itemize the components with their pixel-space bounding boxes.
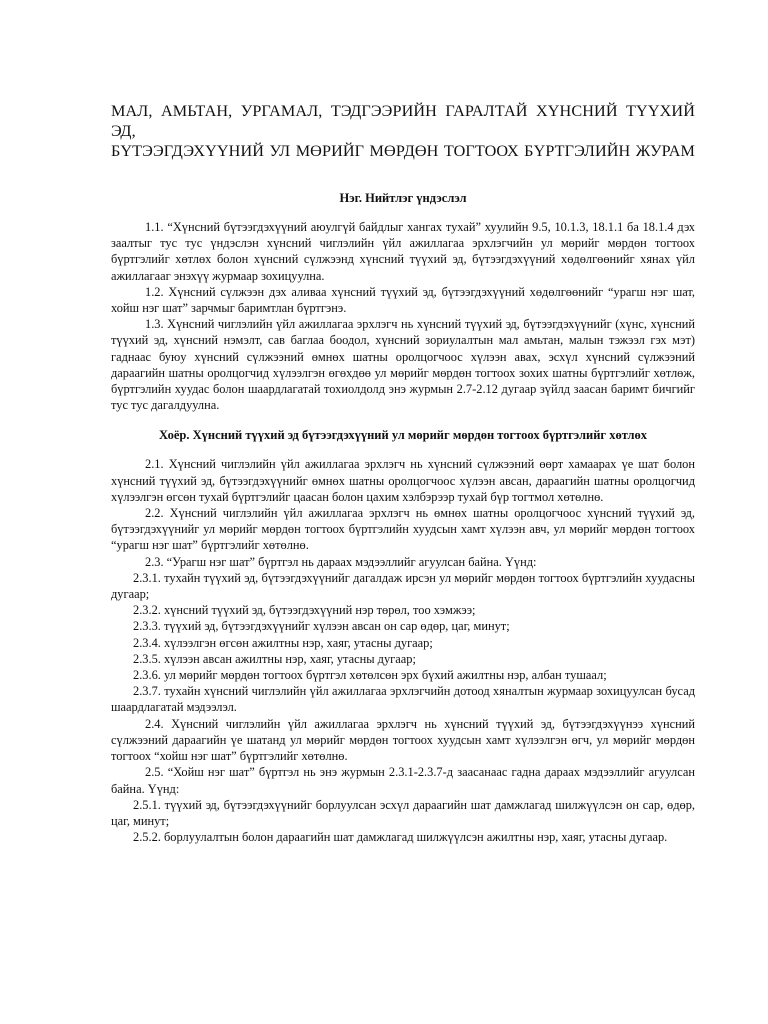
paragraph-1-2: 1.2. Хүнсний сүлжээн дэх аливаа хүнсний түүхий эд, бүтээгдэхүүний хөдөлгөөнийг “урагш нэг шат, хойш нэг шат” зарчмыг баримтлан бүртгэнэ. (111, 284, 695, 316)
paragraph-2-2: 2.2. Хүнсний чиглэлийн үйл ажиллагаа эрхлэгч нь өмнөх шатны оролцогчоос хүнсний түүхий эд, бүтээгдэхүүнийг ул мөрийг мөрдөн тогтоох бүртгэлийн хуудсын хамт хүлээн авч, ул мөрийг мөрдөн тогтоох “урагш нэг шат” бүртгэлийг хөтөлнө. (111, 506, 695, 553)
paragraph-2-3-7: 2.3.7. тухайн хүнсний чиглэлийн үйл ажиллагаа эрхлэгчийн дотоод хяналтын журмаар зохицуулсан бусад шаардлагатай мэдээлэл. (111, 684, 695, 715)
section-2-heading: Хоёр. Хүнсний түүхий эд бүтээгдэхүүний ул мөрийг мөрдөн тогтоох бүртгэлийг хөтлөх (158, 428, 648, 443)
paragraph-2-3-3: 2.3.3. түүхий эд, бүтээгдэхүүнийг хүлээн авсан он сар өдөр, цаг, минут; (133, 619, 510, 634)
paragraph-2-1: 2.1. Хүнсний чиглэлийн үйл ажиллагаа эрхлэгч нь хүнсний сүлжээний өөрт хамаарах үе шат болон хүнсний түүхий эд, бүтээгдэхүүнийг өмнөх шатны оролцогчоос хүлээн авсан, дараагийн шатны оролцогчид хүлээлгэн өгсөн тухай бүртгэлийг цаасан болон цахим хэлбэрээр тухай бүр тогтмол хөтөлнө. (111, 457, 695, 504)
paragraph-2-3-1: 2.3.1. тухайн түүхий эд, бүтээгдэхүүнийг дагалдаж ирсэн ул мөрийг мөрдөн тогтоох бүртгэлийн хуудасны дугаар; (111, 570, 695, 602)
paragraph-2-3-2: 2.3.2. хүнсний түүхий эд, бүтээгдэхүүний нэр төрөл, тоо хэмжээ; (133, 603, 476, 618)
section-1-body (111, 219, 695, 413)
paragraph-1-1: 1.1. “Хүнсний бүтээгдэхүүний аюулгүй байдлыг хангах тухай” хуулийн 9.5, 10.1.3, 18.1.1 ба 18.1.4 дэх заалтыг тус тус үндэслэн хүнсний чиглэлийн үйл ажиллагаа эрхлэгчийн ул мөрийг мөрдөн тогтоох бүртгэлийг хөтлөх болон хүнсний сүлжээнд хүнсний түүхий эд, бүтээгдэхүүний хөдөлгөөнийг хянах үйл ажиллагааг энэхүү журмаар зохицуулна. (111, 220, 695, 283)
document-page (111, 101, 695, 845)
section-1-heading: Нэг. Нийтлэг үндэслэл (339, 191, 467, 205)
paragraph-2-3-4: 2.3.4. хүлээлгэн өгсөн ажилтны нэр, хаяг, утасны дугаар; (133, 635, 433, 650)
section-2-body (111, 456, 695, 845)
title-line-2: БҮТЭЭГДЭХҮҮНИЙ УЛ МӨРИЙГ МӨРДӨН ТОГТООХ БҮРТГЭЛИЙН ЖУРАМ (111, 142, 695, 160)
paragraph-2-3-6: 2.3.6. ул мөрийг мөрдөн тогтоох бүртгэл хөтөлсөн эрх бүхий ажилтны нэр, албан тушаал; (133, 668, 607, 683)
paragraph-2-5-2: 2.5.2. борлуулалтын болон дараагийн шат дамжлагад шилжүүлсэн ажилтны нэр, хаяг, утасны дугаар. (133, 830, 668, 845)
paragraph-2-3: 2.3. “Урагш нэг шат” бүртгэл нь дараах мэдээллийг агуулсан байна. Үүнд: (145, 554, 537, 569)
document-title (111, 101, 695, 161)
paragraph-2-4: 2.4. Хүнсний чиглэлийн үйл ажиллагаа эрхлэгч нь хүнсний түүхий эд, бүтээгдэхүүнээ хүнсний сүлжээний дараагийн үе шатанд ул мөрийг мөрдөн тогтоох хуудсын хамт хүлээлгэн өгч, ул мөрийг мөрдөн тогтоох “хойш нэг шат” бүртгэлийг хөтөлнө. (111, 716, 695, 764)
paragraph-2-5: 2.5. “Хойш нэг шат” бүртгэл нь энэ журмын 2.3.1-2.3.7-д заасанаас гадна дараах мэдээллийг агуулсан байна. Үүнд: (111, 765, 695, 796)
paragraph-2-3-5: 2.3.5. хүлээн авсан ажилтны нэр, хаяг, утасны дугаар; (133, 651, 416, 666)
paragraph-2-5-1: 2.5.1. түүхий эд, бүтээгдэхүүнийг борлуулсан эсхүл дараагийн шат дамжлагад шилжүүлсэн он сар, өдөр, цаг, минут; (111, 797, 695, 828)
paragraph-1-3: 1.3. Хүнсний чиглэлийн үйл ажиллагаа эрхлэгч нь хүнсний түүхий эд, бүтээгдэхүүнийг (хүнс, хүнсний түүхий эд, хүнсний нэмэлт, сав баглаа боодол, хүнсний зориулалтын мал амьтан, малын тэжээл гэх мэт) гаднаас буюу хүнсний сүлжээний өмнөх шатны оролцогчоос хүлээн авах, эсхүл хүнсний сүлжээний дараагийн шатны оролцогчид хүлээлгэн өгөхдөө ул мөрийг мөрдөн тогтоох зохих шатны бүртгэлийг хөтлөж, бүртгэлийн хуудас болон шаардлагатай тохиолдолд энэ журмын 2.7-2.12 дугаар зүйлд заасан баримт бичгийг тус тус дагалдуулна. (111, 317, 695, 413)
title-line-1: МАЛ, АМЬТАН, УРГАМАЛ, ТЭДГЭЭРИЙН ГАРАЛТАЙ ХҮНСНИЙ ТҮҮХИЙ ЭД, (111, 102, 695, 140)
